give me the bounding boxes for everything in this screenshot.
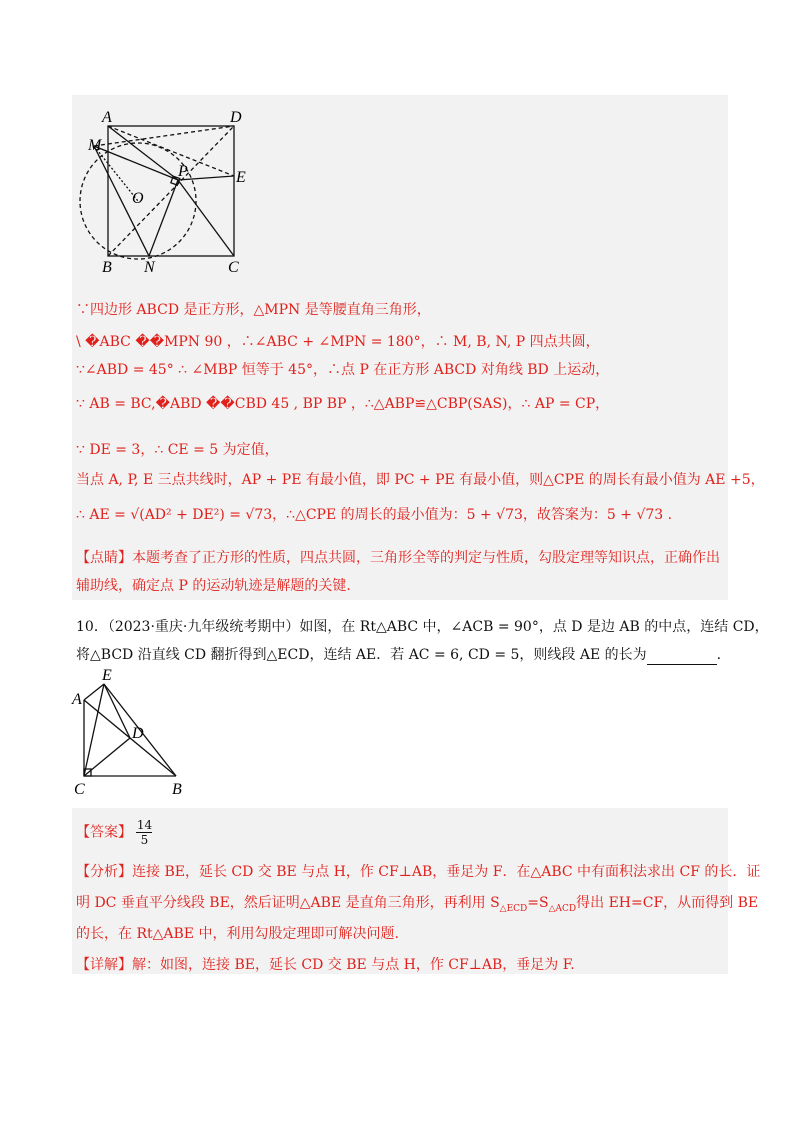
analysis-line-2	[76, 893, 758, 919]
answer-panel	[72, 808, 728, 974]
analysis-text-2b: =S	[527, 895, 549, 911]
label-b: B	[102, 259, 112, 276]
solution-line-1: ∵四边形 ABCD 是正方形，△MPN 是等腰直角三角形，	[76, 302, 431, 318]
label-p: P	[178, 163, 188, 180]
segment-pc	[178, 180, 234, 256]
question-10-line-2	[76, 645, 721, 665]
solution-line-3: ∵∠ABD = 45° ∴ ∠MBP 恒等于 45°，∴点 P 在正方形 ABCD 对角线 BD 上运动，	[76, 362, 610, 378]
question-10-text: 将△BCD 沿直线 CD 翻折得到△ECD，连结 AE．若 AC = 6, CD = 5，则线段 AE 的长为	[76, 647, 647, 663]
detail-tag: 【详解】	[76, 957, 132, 973]
analysis-line-1	[76, 862, 760, 882]
square-abcd	[108, 126, 234, 256]
segment-mp	[94, 146, 178, 180]
label-a: A	[102, 109, 112, 126]
subscript-acd: △ACD	[548, 903, 577, 914]
label-m: M	[88, 137, 102, 154]
segment-ed	[104, 684, 130, 738]
answer-numerator: 14	[136, 818, 153, 832]
solution-line-4: ∵ AB = BC,�ABD ��CBD 45 , BP BP ，∴△ABP≌△CBP(SAS)，∴ AP = CP，	[76, 396, 610, 412]
solution-line-5: ∵ DE = 3，∴ CE = 5 为定值，	[76, 442, 279, 458]
solution-line-7: ∴ AE = √(AD² + DE²) = √73，∴△CPE 的周长的最小值为：5 + √73，故答案为：5 + √73 .	[76, 507, 673, 523]
answer-fraction	[136, 818, 152, 847]
label-o: O	[132, 190, 144, 207]
diagonal-bd	[108, 126, 234, 256]
analysis-text-1: 连接 BE，延长 CD 交 BE 与点 H，作 CF⊥AB，垂足为 F．在△ABC 中有面积法求出 CF 的长．证	[132, 864, 761, 880]
label-e: E	[236, 169, 246, 186]
label-a2: A	[72, 691, 82, 708]
comment-line-2: 辅助线，确定点 P 的运动轨迹是解题的关键.	[76, 578, 351, 594]
label-e2: E	[102, 668, 112, 684]
detail-line	[76, 955, 575, 975]
segment-ap	[108, 126, 178, 180]
label-d: D	[230, 109, 242, 126]
answer-denominator: 5	[140, 833, 149, 847]
segment-pn	[149, 180, 178, 256]
analysis-text-2a: 明 DC 垂直平分线段 BE，然后证明△ABE 是直角三角形，再利用 S	[76, 895, 500, 911]
answer-tag: 【答案】	[76, 824, 132, 841]
question-10-line-1: 10．（2023·重庆·九年级统考期中）如图，在 Rt△ABC 中，∠ACB = 90°，点 D 是边 AB 的中点，连结 CD，	[76, 619, 769, 635]
segment-ae	[108, 126, 234, 176]
subscript-ecd: △ECD	[499, 903, 528, 914]
answer-blank	[647, 650, 717, 665]
question-10-end: .	[716, 647, 722, 663]
triangle-figure	[70, 668, 200, 798]
analysis-text-2c: 得出 EH=CF，从而得到 BE	[576, 895, 759, 911]
analysis-line-3: 的长，在 Rt△ABE 中，利用勾股定理即可解决问题.	[76, 926, 399, 942]
comment-line-1	[76, 548, 720, 568]
comment-tag: 【点睛】	[76, 550, 132, 566]
answer-line	[76, 818, 152, 847]
solution-line-6: 当点 A, P, E 三点共线时，AP + PE 有最小值，即 PC + PE 有最小值，则△CPE 的周长有最小值为 AE +5，	[76, 472, 765, 488]
label-n: N	[144, 259, 155, 276]
analysis-tag: 【分析】	[76, 864, 132, 880]
label-c2: C	[74, 781, 85, 798]
label-b2: B	[172, 781, 182, 798]
comment-text-1: 本题考查了正方形的性质，四点共圆，三角形全等的判定与性质，勾股定理等知识点，正确作出	[132, 550, 720, 566]
solution-line-2: \ �ABC ��MPN 90 ，∴∠ABC + ∠MPN = 180°，∴ M, B, N, P 四点共圆，	[76, 334, 600, 350]
label-c: C	[228, 259, 239, 276]
detail-text: 解：如图，连接 BE，延长 CD 交 BE 与点 H，作 CF⊥AB，垂足为 F.	[132, 957, 575, 973]
label-d2: D	[132, 725, 144, 742]
square-figure	[72, 100, 272, 280]
